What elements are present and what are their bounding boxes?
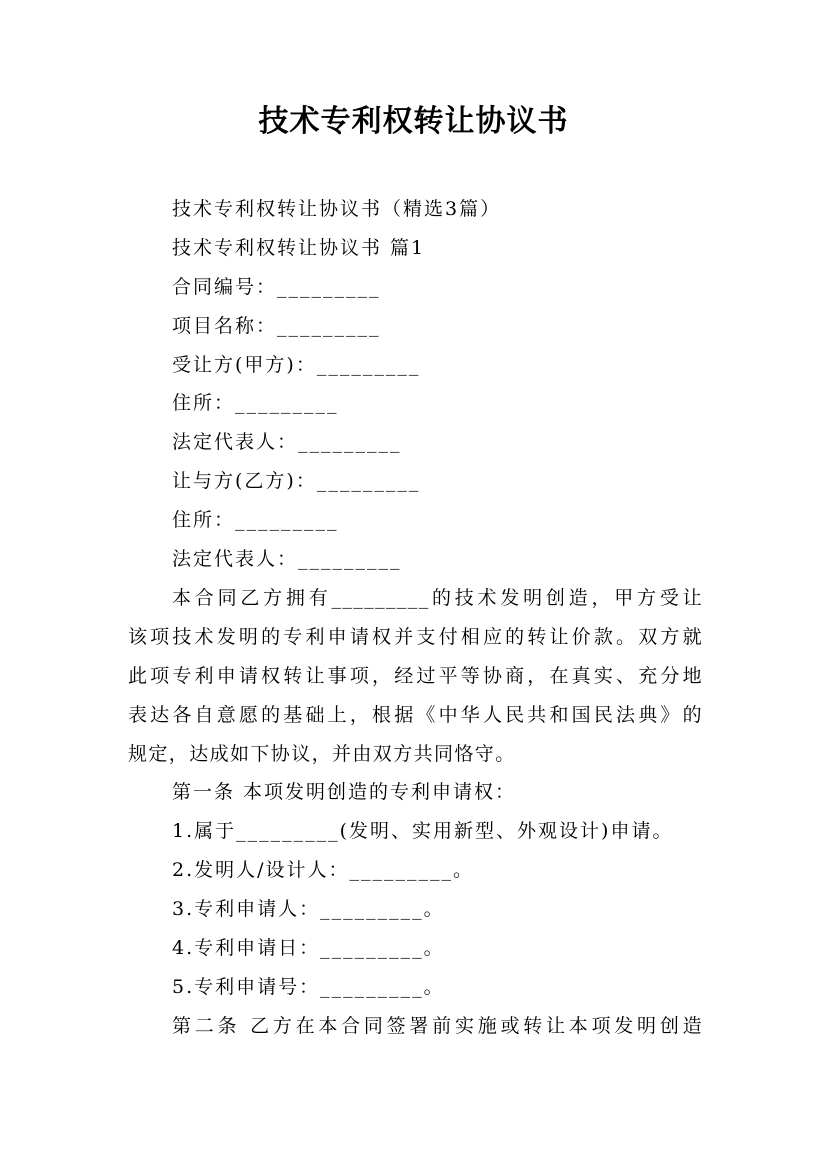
transferee-address-field: 住所：_________ xyxy=(172,392,339,415)
transferor-address-field: 住所：_________ xyxy=(172,509,339,532)
contract-number-field: 合同编号：_________ xyxy=(172,275,381,298)
paragraph-row: 此项专利申请权转让事项，经过平等协商，在真实、充分地 xyxy=(128,664,703,687)
article-one-item-4: 4.专利申请日：_________。 xyxy=(172,937,445,959)
article-one-heading: 第一条 本项发明创造的专利申请权： xyxy=(172,781,517,804)
project-name-field: 项目名称：_________ xyxy=(172,314,381,337)
paragraph-row: 该项技术发明的专利申请权并支付相应的转让价款。双方就 xyxy=(128,625,703,648)
article-one-item-1: 1.属于_________(发明、实用新型、外观设计)申请。 xyxy=(172,820,674,843)
section-heading: 技术专利权转让协议书 篇1 xyxy=(172,236,426,259)
document-title: 技术专利权转让协议书 xyxy=(258,104,569,139)
transferee-field: 受让方(甲方)：_________ xyxy=(172,353,421,376)
transferor-representative-field: 法定代表人：_________ xyxy=(172,548,402,571)
article-one-item-2: 2.发明人/设计人：_________。 xyxy=(172,859,475,882)
paragraph-row: 本合同乙方拥有_________的技术发明创造，甲方受让 xyxy=(172,586,703,609)
transferee-representative-field: 法定代表人：_________ xyxy=(172,431,402,454)
article-one-item-5: 5.专利申请号：_________。 xyxy=(172,975,445,998)
paragraph-row: 第二条 乙方在本合同签署前实施或转让本项发明创造 xyxy=(172,1014,703,1037)
article-two-paragraph xyxy=(128,1007,703,1046)
transferor-field: 让与方(乙方)：_________ xyxy=(172,470,421,493)
intro-paragraph xyxy=(128,579,703,774)
subtitle-line: 技术专利权转让协议书（精选3篇） xyxy=(172,198,502,220)
document-body xyxy=(128,190,703,1046)
paragraph-row: 规定，达成如下协议，并由双方共同恪守。 xyxy=(128,742,516,765)
paragraph-row: 表达各自意愿的基础上，根据《中华人民共和国民法典》的 xyxy=(128,703,703,726)
article-one-item-3: 3.专利申请人：_________。 xyxy=(172,898,445,921)
